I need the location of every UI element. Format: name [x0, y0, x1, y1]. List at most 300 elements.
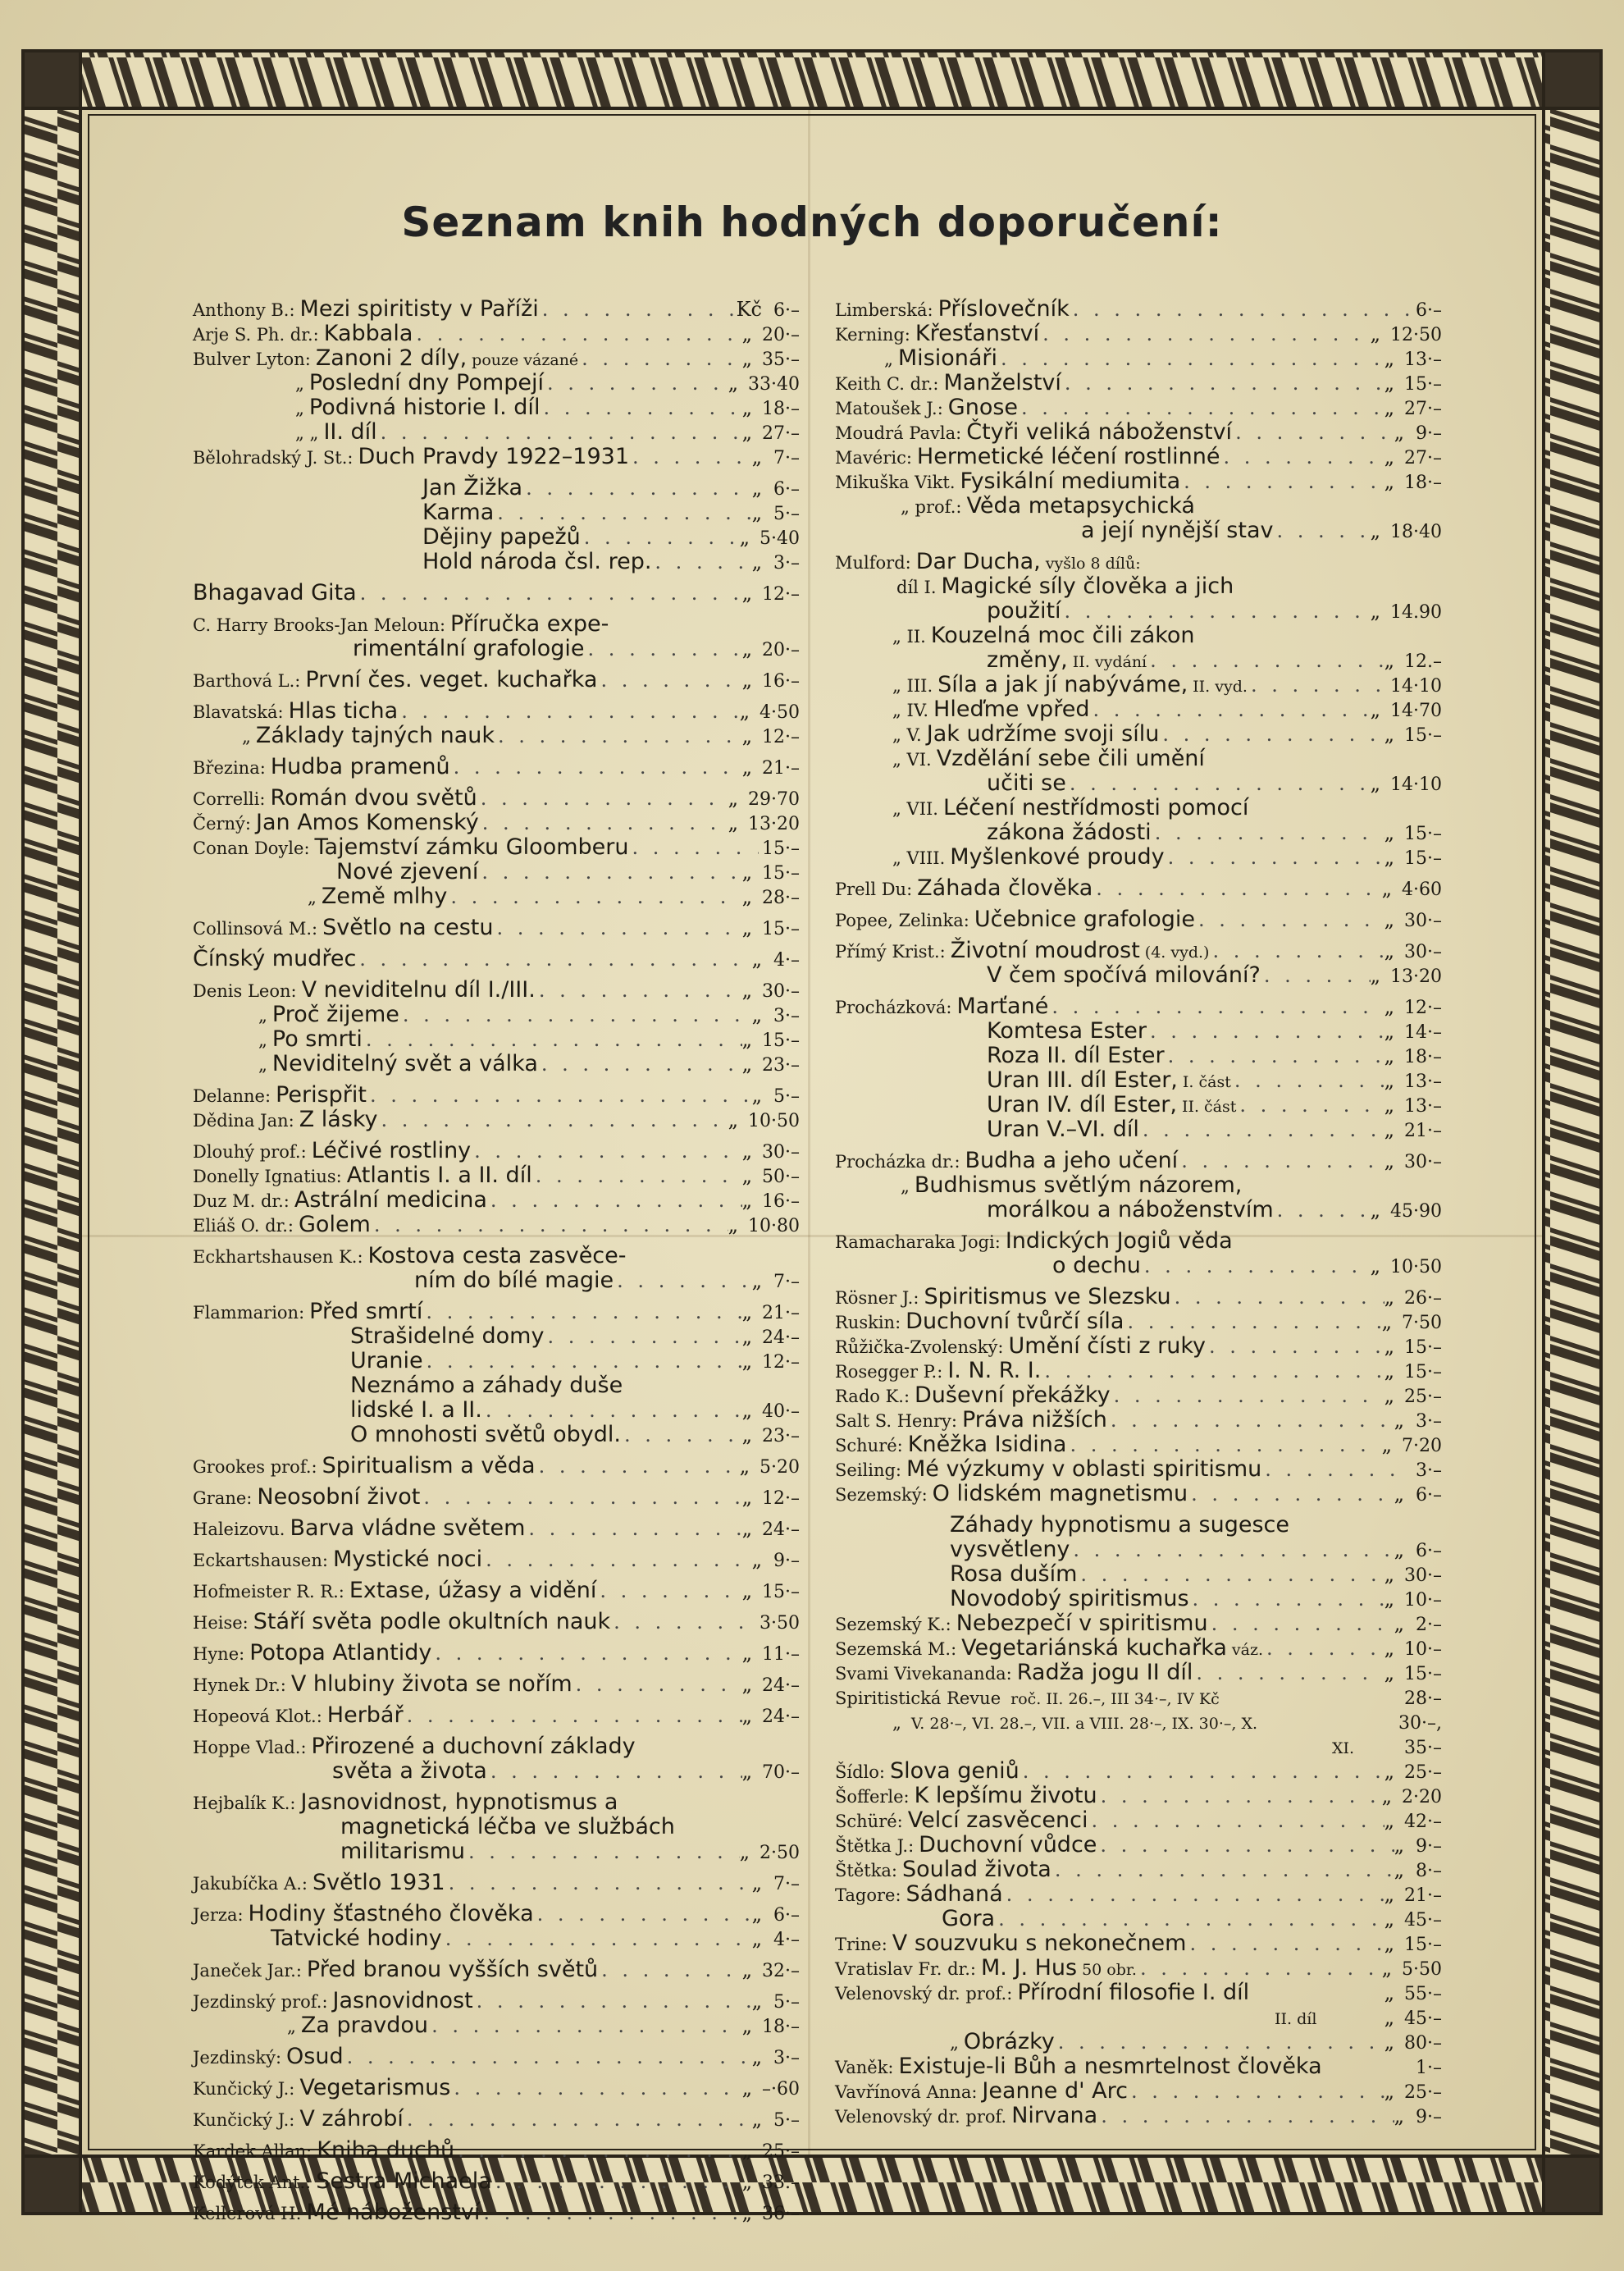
- book-entry: [835, 322, 1442, 346]
- book-price: 3·–: [773, 1006, 800, 1026]
- book-author: Moudrá Pavla:: [835, 423, 962, 443]
- book-entry: [835, 1587, 1442, 1611]
- book-price: 9·–: [1416, 2107, 1442, 2127]
- book-title: Jan Amos Komenský: [256, 810, 479, 835]
- ditto-mark: „: [739, 1455, 750, 1478]
- book-entry: [193, 835, 800, 860]
- book-title: Jasnovidnost, hypnotismus a: [300, 1789, 618, 1815]
- dot-leader: [1159, 722, 1384, 747]
- book-author: Kardek Allan:: [193, 2141, 312, 2161]
- book-price: 35·–: [762, 350, 800, 370]
- book-price: 2·50: [760, 1843, 800, 1863]
- book-author: „: [884, 350, 893, 369]
- book-note: II. díl: [1275, 2010, 1317, 2028]
- dot-leader: [1274, 1198, 1371, 1222]
- book-price: 2·–: [1416, 1615, 1442, 1635]
- book-title: Nebezpečí v spiritismu: [956, 1611, 1208, 1636]
- ditto-mark: „: [741, 1958, 752, 1981]
- book-entry: [193, 786, 800, 811]
- ditto-mark: „: [1384, 1149, 1394, 1172]
- dot-leader: [1261, 1457, 1411, 1482]
- ditto-mark: „: [741, 756, 752, 779]
- book-price: 33.–: [762, 2173, 800, 2193]
- book-title: Proč žijeme: [271, 1002, 399, 1027]
- dot-leader: [621, 1423, 742, 1447]
- book-price: 5·50: [1402, 1959, 1442, 1980]
- book-author: Ruskin:: [835, 1313, 901, 1332]
- book-author: Bulver Lyton:: [193, 350, 311, 369]
- book-entry: [193, 2107, 800, 2132]
- book-author: „: [258, 1006, 267, 1026]
- book-title: Nirvana: [1011, 2103, 1098, 2128]
- book-title: Obrázky: [963, 2029, 1055, 2054]
- dot-leader: [487, 1759, 742, 1784]
- book-title: Golem: [299, 1212, 371, 1237]
- book-entry: [193, 1516, 800, 1541]
- ditto-mark: „: [1370, 519, 1381, 542]
- book-price: 15·–: [762, 919, 800, 939]
- book-author: Collinsová M.:: [193, 919, 318, 939]
- dot-leader: [995, 1907, 1384, 1931]
- book-author: Rösner J.:: [835, 1288, 919, 1308]
- book-price: 9·–: [1416, 1836, 1442, 1857]
- book-author: Duz M. dr.:: [193, 1191, 290, 1211]
- book-price: 18·40: [1390, 522, 1442, 542]
- book-author: Vratislav Fr. dr.:: [835, 1959, 977, 1979]
- book-author: Hofmeister R. R.:: [193, 1582, 344, 1602]
- book-price: 14·70: [1390, 701, 1442, 721]
- book-author: Prell Du:: [835, 880, 913, 899]
- book-author: Hynek Dr.:: [193, 1675, 286, 1695]
- book-price: 21·–: [1404, 1885, 1442, 1906]
- book-entry: [193, 1027, 800, 1052]
- book-title: Herbář: [326, 1702, 404, 1728]
- ditto-mark: „: [1394, 1538, 1404, 1561]
- book-author: „ VII.: [892, 799, 938, 819]
- book-price: 12·–: [1404, 998, 1442, 1018]
- book-title: Neosobní život: [257, 1484, 421, 1510]
- book-entry: [835, 550, 1442, 574]
- book-title: Uran V.–VI. díl: [987, 1117, 1139, 1142]
- book-title: Neviditelný svět a válka: [271, 1051, 538, 1076]
- book-title: K lepšímu životu: [914, 1783, 1097, 1808]
- book-title: Gnose: [947, 395, 1019, 420]
- book-title: Kniha duchů: [317, 2137, 455, 2163]
- book-price: 6·–: [773, 1905, 800, 1926]
- book-entry: [193, 1790, 800, 1815]
- book-author: „: [242, 727, 251, 747]
- book-entry: [193, 2013, 800, 2038]
- dot-leader: [1165, 1044, 1385, 1068]
- dot-leader: [1039, 322, 1370, 346]
- ditto-mark: „: [1394, 1612, 1404, 1635]
- ditto-mark: „: [741, 669, 752, 692]
- book-entry: [835, 624, 1442, 648]
- book-entry: [193, 1902, 800, 1926]
- ditto-mark: „: [1384, 2031, 1394, 2054]
- ditto-mark: „: [741, 1300, 752, 1323]
- book-author: Correlli:: [193, 789, 266, 809]
- book-author: Hopeová Klot.:: [193, 1707, 322, 1726]
- dot-leader: [1263, 1636, 1385, 1661]
- ditto-mark: „: [741, 1325, 752, 1348]
- book-author: „: [950, 2033, 959, 2053]
- ditto-mark: „: [739, 1840, 750, 1863]
- book-price: 4·60: [1402, 880, 1442, 900]
- ditto-mark: „: [741, 2170, 752, 2193]
- book-price: 3·–: [1416, 1460, 1442, 1481]
- dot-leader: [494, 916, 742, 940]
- ditto-mark: „: [739, 700, 750, 723]
- dot-leader: [1261, 963, 1371, 988]
- book-title: Jeanne d' Arc: [982, 2078, 1128, 2104]
- book-price: 6·–: [773, 300, 800, 321]
- book-price: 24·–: [762, 1675, 800, 1696]
- dot-leader: [522, 476, 751, 500]
- book-entry: [193, 1139, 800, 1163]
- book-entry: [193, 1300, 800, 1324]
- book-price: 35·–: [1404, 1738, 1442, 1758]
- book-title: Dějiny papežů: [422, 524, 581, 550]
- book-entry: [835, 747, 1442, 771]
- book-title: Jak udržíme svoji sílu: [926, 721, 1160, 747]
- ditto-mark: „: [739, 526, 750, 549]
- book-entry: [835, 1882, 1442, 1907]
- book-title: Myšlenkové proudy: [950, 844, 1165, 870]
- book-price: 5·40: [760, 528, 800, 549]
- book-price: 10·–: [1404, 1590, 1442, 1611]
- dot-leader: [492, 2169, 742, 2194]
- book-author: Růžička-Zvolenský:: [835, 1337, 1004, 1357]
- book-title: Marťané: [956, 994, 1049, 1019]
- dot-leader: [610, 1610, 756, 1634]
- ditto-mark: „: [1384, 995, 1394, 1018]
- book-entry: [193, 860, 800, 884]
- book-title: Jan Žižka: [422, 475, 523, 500]
- book-entry: [193, 1485, 800, 1510]
- ditto-mark: „: [1370, 964, 1381, 987]
- book-title: Přirozené a duchovní základy: [311, 1734, 636, 1759]
- book-title: Extase, úžasy a vidění: [349, 1578, 597, 1603]
- book-entry: [193, 2169, 800, 2194]
- dot-leader: [1048, 994, 1384, 1019]
- book-entry: [193, 297, 800, 322]
- book-entry: [193, 1052, 800, 1076]
- dot-leader: [1178, 1149, 1384, 1173]
- ditto-mark: „: [751, 1548, 762, 1571]
- book-entry: [193, 724, 800, 748]
- book-title: Záhady hypnotismu a sugesce: [950, 1512, 1289, 1538]
- book-title: V čem spočívá milování?: [987, 962, 1261, 988]
- dot-leader: [1180, 469, 1384, 494]
- book-entry: [193, 1672, 800, 1697]
- ditto-mark: „: [1384, 1359, 1394, 1382]
- ditto-mark: „: [751, 501, 762, 524]
- ditto-mark: „: [1384, 1335, 1394, 1358]
- book-entry: [193, 525, 800, 550]
- book-author: Vavřínová Anna:: [835, 2082, 978, 2102]
- book-entry: [835, 1334, 1442, 1359]
- book-price: 15·–: [1404, 824, 1442, 844]
- dot-leader: [1128, 2079, 1385, 2104]
- book-author: Grane:: [193, 1488, 253, 1508]
- dot-leader: [573, 1672, 742, 1697]
- ditto-mark: „: [1370, 1199, 1381, 1222]
- book-title: Spiritualism a věda: [322, 1453, 536, 1478]
- dot-leader: [1139, 1117, 1385, 1142]
- book-price: 20·–: [762, 325, 800, 345]
- book-title: Mé náboženství: [306, 2200, 481, 2225]
- book-price: 20·–: [762, 640, 800, 660]
- book-title: Zanoni 2 díly,: [315, 345, 468, 371]
- book-entry: [193, 947, 800, 971]
- ditto-mark: „: [1384, 1661, 1394, 1684]
- book-title: Mé výzkumy v oblasti spiritismu: [906, 1456, 1262, 1482]
- dot-leader: [482, 1398, 742, 1423]
- ditto-mark: „: [741, 916, 752, 939]
- book-author: Denis Leon:: [193, 981, 297, 1001]
- book-title: Neznámo a záhady duše: [350, 1373, 623, 1398]
- dot-leader: [454, 2138, 741, 2163]
- book-title: Poslední dny Pompejí: [308, 370, 544, 395]
- dot-leader: [398, 699, 739, 724]
- dot-leader: [473, 1989, 752, 2013]
- book-price: 29·70: [748, 789, 800, 810]
- ditto-mark: „: [741, 396, 752, 419]
- ditto-mark: „: [1384, 372, 1394, 395]
- book-title: Osud: [286, 2044, 344, 2069]
- book-price: 12·–: [762, 1352, 800, 1373]
- book-author: Dlouhý prof.:: [193, 1142, 307, 1162]
- book-entry: [835, 1359, 1442, 1383]
- book-price: 15·–: [762, 1030, 800, 1051]
- ditto-mark: „: [1394, 1858, 1404, 1881]
- book-entry: [835, 1685, 1442, 1710]
- book-price: 15·–: [1404, 1664, 1442, 1684]
- book-title: Rosa duším: [950, 1561, 1078, 1587]
- book-author: Delanne:: [193, 1086, 271, 1106]
- book-title: Fysikální mediumita: [960, 468, 1181, 494]
- book-entry: [193, 668, 800, 692]
- book-title: Sestra Michaela: [316, 2168, 492, 2194]
- ditto-mark: „: [1370, 772, 1381, 795]
- dot-leader: [532, 1163, 742, 1188]
- book-title: Kněžka Isidina: [907, 1432, 1067, 1457]
- book-title: zákona žádosti: [987, 820, 1152, 845]
- book-entry: [193, 445, 800, 469]
- ditto-mark: „: [1384, 1118, 1394, 1141]
- dot-leader: [1147, 1019, 1385, 1044]
- book-title: II. díl: [323, 419, 377, 445]
- book-author: Ramacharaka Jogi:: [835, 1232, 1001, 1252]
- book-entry: [193, 1547, 800, 1572]
- book-author: Kellerová H:: [193, 2204, 302, 2223]
- book-note: XI.: [1332, 1739, 1355, 1757]
- dot-leader: [478, 860, 741, 884]
- book-title: Křesťanství: [915, 321, 1040, 346]
- book-author: Donelly Ignatius:: [193, 1167, 342, 1186]
- book-entry: [193, 2076, 800, 2100]
- book-title: Karma: [422, 500, 495, 525]
- book-author: „: [295, 399, 304, 418]
- book-author: Conan Doyle:: [193, 838, 310, 858]
- book-price: 12·50: [1390, 325, 1442, 345]
- book-entry: [835, 697, 1442, 722]
- book-entry: [835, 1383, 1442, 1408]
- book-note: pouze vázané: [472, 351, 579, 369]
- book-price: 5·–: [773, 1992, 800, 2013]
- dot-leader: [1066, 771, 1371, 796]
- ditto-mark: „: [1384, 1637, 1394, 1660]
- book-title: Země mlhy: [321, 884, 448, 909]
- book-entry: [835, 2030, 1442, 2054]
- ditto-mark: „: [741, 1517, 752, 1540]
- book-title: Uranie: [350, 1348, 423, 1373]
- book-author: „: [295, 374, 304, 394]
- book-author: Kunčický J.:: [193, 2110, 295, 2130]
- book-title: Věda metapsychická: [966, 493, 1195, 519]
- dot-leader: [357, 581, 742, 605]
- book-price: 42·–: [1404, 1812, 1442, 1832]
- book-author: Dědina Jan:: [193, 1111, 294, 1131]
- dot-leader: [1124, 1309, 1381, 1334]
- ditto-mark: „: [741, 724, 752, 747]
- book-author: Kunčický J.:: [193, 2079, 295, 2099]
- book-entry: [835, 494, 1442, 519]
- dot-leader: [356, 947, 751, 971]
- book-price: 23·–: [762, 1426, 800, 1446]
- book-title: Budha a jeho učení: [965, 1148, 1179, 1173]
- book-author: Eckhartshausen K.:: [193, 1247, 363, 1267]
- book-title: Perispřit: [276, 1082, 367, 1108]
- book-title: Stáří světa podle okultních nauk: [253, 1609, 611, 1634]
- book-author: „: [258, 1055, 267, 1075]
- ditto-mark: „: [728, 1213, 739, 1236]
- ditto-mark: „: [1394, 2104, 1404, 2127]
- book-title: Mystické noci: [332, 1547, 483, 1572]
- book-title: Kouzelná moc čili zákon: [930, 623, 1195, 648]
- book-entry: [193, 1703, 800, 1728]
- dot-leader: [450, 755, 742, 779]
- book-entry: [193, 1815, 800, 1839]
- dot-leader: [367, 1083, 752, 1108]
- book-entry: [193, 2045, 800, 2069]
- dot-leader: [1186, 1931, 1384, 1956]
- book-price: 2·20: [1402, 1787, 1442, 1807]
- book-title: Za pravdou: [300, 2013, 429, 2038]
- dot-leader: [536, 978, 742, 1003]
- book-entry: [835, 1734, 1442, 1759]
- book-price: –·60: [762, 2079, 800, 2100]
- book-author: Barthová L.:: [193, 671, 301, 691]
- book-price: 3·–: [1416, 1411, 1442, 1432]
- ditto-mark: „: [1384, 347, 1394, 370]
- book-author: Grookes prof.:: [193, 1457, 317, 1477]
- book-title: Přírodní filosofie I. díl: [1017, 1980, 1250, 2005]
- book-note: vyšlo 8 dílů:: [1045, 555, 1141, 573]
- book-price: 13·–: [1404, 350, 1442, 370]
- book-title: V neviditelnu díl I./III.: [301, 977, 536, 1003]
- ditto-mark: „: [1384, 1563, 1394, 1586]
- book-entry: [193, 612, 800, 637]
- book-entry: [835, 1636, 1442, 1661]
- book-price: 16·–: [762, 671, 800, 692]
- book-author: Šofferle:: [835, 1787, 910, 1807]
- book-title: V záhrobí: [299, 2106, 404, 2132]
- book-price: 15·–: [762, 1582, 800, 1602]
- book-entry: [193, 1163, 800, 1188]
- dot-leader: [1188, 1482, 1394, 1506]
- dot-leader: [651, 550, 751, 574]
- ditto-mark: „: [1384, 1384, 1394, 1407]
- ditto-mark: „: [1384, 470, 1394, 493]
- book-title: Záhada člověka: [917, 875, 1093, 901]
- ditto-mark: „: [1370, 600, 1381, 623]
- book-author: „ III.: [892, 676, 933, 696]
- book-price: 3·–: [773, 553, 800, 573]
- book-entry: [193, 1423, 800, 1447]
- dot-leader: [420, 1485, 741, 1510]
- book-entry: [835, 796, 1442, 820]
- book-price: 55·–: [1404, 1984, 1442, 2004]
- book-price: 7·–: [773, 1272, 800, 1292]
- ditto-mark: „: [741, 1423, 752, 1446]
- book-author: Arje S. Ph. dr.:: [193, 325, 319, 345]
- dot-leader: [1077, 1562, 1384, 1587]
- book-price: 27·–: [1404, 399, 1442, 419]
- book-price: 6·–: [1416, 300, 1442, 321]
- ditto-mark: „: [741, 1579, 752, 1602]
- book-entry: [193, 1108, 800, 1132]
- book-title: Po smrti: [271, 1026, 363, 1052]
- book-entry: [835, 1611, 1442, 1636]
- dot-leader: [536, 1454, 740, 1478]
- book-author: Blavatská:: [193, 702, 284, 722]
- book-entry: [193, 1759, 800, 1784]
- dot-leader: [399, 1003, 752, 1027]
- dot-leader: [495, 724, 742, 748]
- book-title: Síla a jak jí nabýváme,: [937, 672, 1188, 697]
- book-price: 5·–: [773, 2110, 800, 2131]
- ditto-mark: „: [1384, 1883, 1394, 1906]
- book-title: Strašidelné domy: [350, 1323, 545, 1349]
- book-title: Tajemství zámku Gloomberu: [314, 834, 629, 860]
- book-title: Vegetarismus: [299, 2075, 451, 2100]
- ditto-mark: „: [741, 885, 752, 908]
- book-title: Hlas ticha: [288, 698, 399, 724]
- book-price: 13·20: [1390, 966, 1442, 987]
- book-entry: [835, 1117, 1442, 1142]
- book-entry: [835, 1254, 1442, 1278]
- book-entry: [193, 978, 800, 1003]
- ditto-mark: „: [1384, 1981, 1394, 2004]
- book-price: 7·–: [773, 1874, 800, 1894]
- book-author: Jakubíčka A.:: [193, 1874, 308, 1894]
- book-title: Radža jogu II díl: [1016, 1660, 1193, 1685]
- book-author: Jezdinský:: [193, 2048, 282, 2068]
- dot-leader: [1232, 420, 1394, 445]
- book-author: Salt S. Henry:: [835, 1411, 957, 1431]
- book-author: Seiling:: [835, 1460, 902, 1480]
- book-price: 40·–: [762, 1401, 800, 1422]
- book-author: díl I.: [896, 578, 937, 597]
- book-price: 30·–: [762, 981, 800, 1002]
- book-author: Spiritistická Revue: [835, 1688, 1001, 1708]
- ditto-mark: „: [741, 2139, 752, 2162]
- book-author: Trine:: [835, 1935, 887, 1954]
- book-price: 5·–: [773, 504, 800, 524]
- book-entry: [193, 550, 800, 574]
